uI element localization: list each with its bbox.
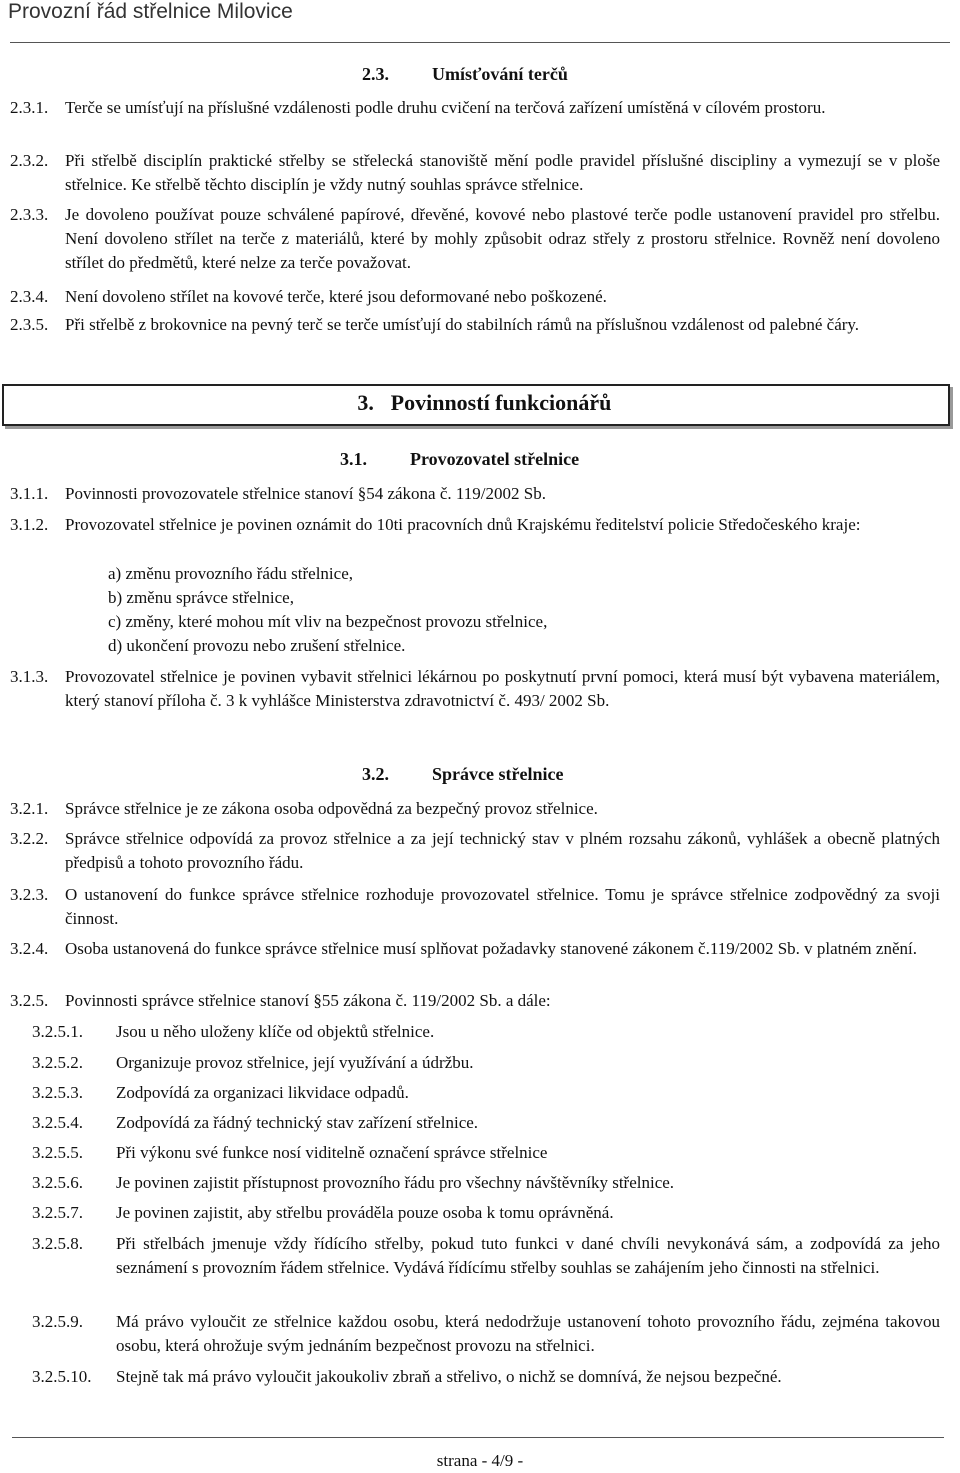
subparagraph-3-2-5-3	[32, 1081, 940, 1105]
subparagraph-number: 3.2.5.7.	[32, 1203, 83, 1222]
paragraph-number: 2.3.2.	[10, 151, 49, 170]
section-heading-3-1	[340, 447, 579, 471]
subparagraph-text: Má právo vyloučit ze střelnice každou osobu, která nedodržuje ustanovení tohoto provozního řádu, zejména takovou osobu, která ohrožuje svým jednáním bezpečnost provozu na střelnici.	[116, 1312, 940, 1355]
section-number: 2.3.	[362, 64, 389, 84]
paragraph-number: 2.3.5.	[10, 315, 49, 334]
subparagraph-text: Při výkonu své funkce nosí viditelně označení správce střelnice	[116, 1143, 548, 1162]
paragraph-number: 2.3.3.	[10, 205, 49, 224]
paragraph-3-1-3	[10, 665, 940, 713]
subparagraph-3-2-5-9	[32, 1310, 940, 1358]
paragraph-text: Správce střelnice je ze zákona osoba odpovědná za bezpečný provoz střelnice.	[65, 799, 598, 818]
paragraph-number: 3.2.5.	[10, 991, 49, 1010]
chapter-title-text: Povinností funkcionářů	[390, 390, 612, 415]
subparagraph-number: 3.2.5.3.	[32, 1083, 83, 1102]
paragraph-text: Provozovatel střelnice je povinen vybavit střelnici lékárnou po poskytnutí první pomoci, která musí být vybavena materiálem, který stanoví příloha č. 3 k vyhlášce Ministerstva zdravotnictví č. 493/ 2002 Sb.	[65, 667, 940, 710]
subparagraph-3-2-5-7	[32, 1201, 940, 1225]
chapter-title	[4, 391, 948, 415]
paragraph-text: Není dovoleno střílet na kovové terče, které jsou deformované nebo poškozené.	[65, 287, 607, 306]
paragraph-text: Terče se umísťují na příslušné vzdálenosti podle druhu cvičení na terčová zařízení umístěná v cílovém prostoru.	[65, 98, 826, 117]
subparagraph-3-2-5-2	[32, 1051, 940, 1075]
subparagraph-number: 3.2.5.6.	[32, 1173, 83, 1192]
paragraph-number: 2.3.1.	[10, 98, 49, 117]
paragraph-2-3-1	[10, 96, 940, 120]
paragraph-number: 3.1.1.	[10, 484, 49, 503]
chapter-number: 3.	[357, 390, 374, 415]
footer-rule	[12, 1437, 944, 1438]
section-heading-2-3	[362, 62, 568, 86]
list-item: b) změnu správce střelnice,	[108, 588, 294, 607]
list-item: d) ukončení provozu nebo zrušení střelnice.	[108, 636, 406, 655]
paragraph-text: Při střelbě z brokovnice na pevný terč se terče umísťují do stabilních rámů na příslušnou vzdálenost od palebné čáry.	[65, 315, 860, 334]
subparagraph-3-2-5-10	[32, 1365, 940, 1389]
paragraph-text: Povinnosti provozovatele střelnice stanoví §54 zákona č. 119/2002 Sb.	[65, 484, 546, 503]
subparagraph-number: 3.2.5.2.	[32, 1053, 83, 1072]
paragraph-number: 3.2.1.	[10, 799, 49, 818]
paragraph-3-2-4	[10, 937, 940, 961]
paragraph-number: 3.1.2.	[10, 515, 49, 534]
paragraph-number: 3.2.3.	[10, 885, 49, 904]
paragraph-number: 2.3.4.	[10, 287, 49, 306]
subparagraph-number: 3.2.5.9.	[32, 1312, 83, 1331]
subparagraph-text: Jsou u něho uloženy klíče od objektů střelnice.	[116, 1022, 435, 1041]
subparagraph-text: Je povinen zajistit přístupnost provozního řádu pro všechny návštěvníky střelnice.	[116, 1173, 675, 1192]
subparagraph-3-2-5-6	[32, 1171, 940, 1195]
subparagraph-number: 3.2.5.5.	[32, 1143, 83, 1162]
subparagraph-text: Zodpovídá za organizaci likvidace odpadů.	[116, 1083, 409, 1102]
paragraph-2-3-2	[10, 149, 940, 197]
paragraph-number: 3.2.2.	[10, 829, 49, 848]
subparagraph-3-2-5-1	[32, 1020, 940, 1044]
subparagraph-3-2-5-8	[32, 1232, 940, 1280]
paragraph-2-3-3	[10, 203, 940, 275]
subparagraph-text: Organizuje provoz střelnice, její využívání a údržbu.	[116, 1053, 474, 1072]
section-heading-3-2	[362, 762, 563, 786]
document-header: Provozní řád střelnice Milovice	[8, 0, 293, 23]
paragraph-3-1-2	[10, 513, 940, 537]
page-number: strana - 4/9 -	[436, 1451, 524, 1470]
section-number: 3.2.	[362, 764, 389, 784]
subparagraph-number: 3.2.5.1.	[32, 1022, 83, 1041]
subparagraph-3-2-5-5	[32, 1141, 940, 1165]
subparagraph-text: Je povinen zajistit, aby střelbu prováděla pouze osoba k tomu oprávněná.	[116, 1203, 614, 1222]
subparagraph-text: Stejně tak má právo vyloučit jakoukoliv zbraň a střelivo, o nichž se domnívá, že nejsou bezpečné.	[116, 1367, 782, 1386]
chapter-heading-box	[2, 384, 950, 426]
header-rule	[10, 42, 950, 43]
paragraph-text: Je dovoleno používat pouze schválené papírové, dřevěné, kovové nebo plastové terče podle ustanovení pravidel pro střelbu. Není dovoleno střílet na terče z materiálů, které by mohly způsobit odraz střely z prostoru střelnice. Rovněž není dovoleno střílet do předmětů, které nelze za terče považovat.	[65, 205, 940, 272]
section-title: Provozovatel střelnice	[410, 449, 580, 469]
change-list	[108, 562, 547, 658]
paragraph-3-2-5	[10, 989, 940, 1013]
subparagraph-number: 3.2.5.4.	[32, 1113, 83, 1132]
paragraph-text: Při střelbě disciplín praktické střelby se střelecká stanoviště mění podle pravidel příslušné discipliny a vymezují se v ploše střelnice. Ke střelbě těchto disciplín je vždy nutný souhlas správce střelnice.	[65, 151, 940, 194]
paragraph-3-2-2	[10, 827, 940, 875]
subparagraph-text: Při střelbách jmenuje vždy řídícího střelby, pokud tuto funkci v dané chvíli nevykonává sám, a zodpovídá za jeho seznámení s provozním řádem střelnice. Vydává řídícímu střelby souhlas se zahájením jeho činnosti na střelnici.	[116, 1234, 940, 1277]
subparagraph-text: Zodpovídá za řádný technický stav zařízení střelnice.	[116, 1113, 479, 1132]
paragraph-3-2-3	[10, 883, 940, 931]
paragraph-text: Povinnosti správce střelnice stanoví §55 zákona č. 119/2002 Sb. a dále:	[65, 991, 551, 1010]
paragraph-number: 3.1.3.	[10, 667, 49, 686]
paragraph-text: Osoba ustanovená do funkce správce střelnice musí splňovat požadavky stanovené zákonem č.119/2002 Sb. v platném znění.	[65, 939, 917, 958]
paragraph-2-3-5	[10, 313, 940, 337]
subparagraph-number: 3.2.5.8.	[32, 1234, 83, 1253]
subparagraph-number: 3.2.5.10.	[32, 1367, 92, 1386]
section-title: Správce střelnice	[432, 764, 564, 784]
section-number: 3.1.	[340, 449, 367, 469]
section-title: Umísťování terčů	[432, 64, 568, 84]
subparagraph-3-2-5-4	[32, 1111, 940, 1135]
list-item: c) změny, které mohou mít vliv na bezpečnost provozu střelnice,	[108, 612, 548, 631]
paragraph-3-1-1	[10, 482, 940, 506]
paragraph-text: Provozovatel střelnice je povinen oznámit do 10ti pracovních dnů Krajskému ředitelství policie Středočeského kraje:	[65, 515, 861, 534]
paragraph-text: O ustanovení do funkce správce střelnice rozhoduje provozovatel střelnice. Tomu je správce střelnice zodpovědný za svoji činnost.	[65, 885, 940, 928]
paragraph-number: 3.2.4.	[10, 939, 49, 958]
paragraph-text: Správce střelnice odpovídá za provoz střelnice a za její technický stav v plném rozsahu zákonů, vyhlášek a obecně platných předpisů a tohoto provozního řádu.	[65, 829, 940, 872]
paragraph-2-3-4	[10, 285, 940, 309]
paragraph-3-2-1	[10, 797, 940, 821]
list-item: a) změnu provozního řádu střelnice,	[108, 564, 353, 583]
